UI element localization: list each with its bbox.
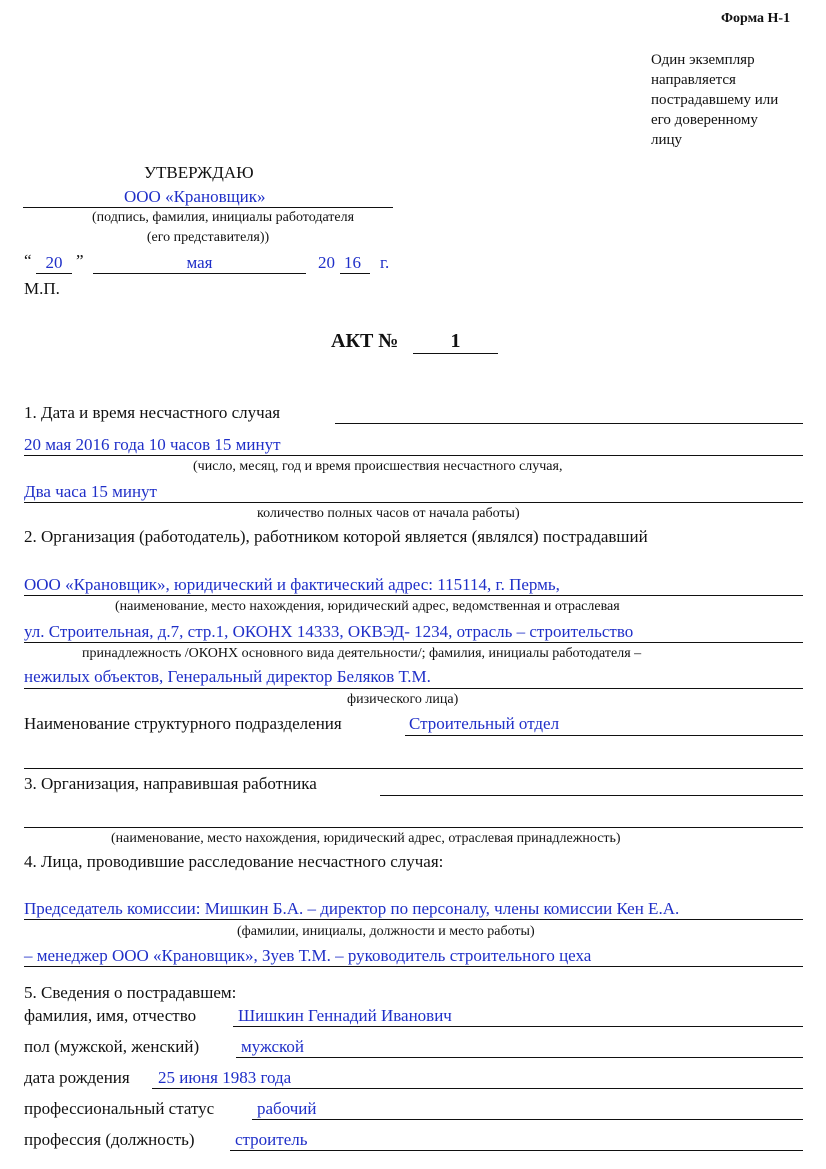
s1-hours: Два часа 15 минут — [24, 482, 157, 501]
approve-day-line — [36, 273, 72, 274]
approve-org: ООО «Крановщик» — [124, 187, 266, 206]
s1-label: 1. Дата и время несчастного случая — [24, 403, 281, 422]
s4-line-2-rule — [24, 966, 803, 967]
s2-line-3-rule — [24, 688, 803, 689]
s5-field-line — [152, 1088, 803, 1089]
s5-field-value: Шишкин Геннадий Иванович — [238, 1006, 452, 1025]
s5-field-line — [230, 1150, 803, 1151]
s4-line-1-rule — [24, 919, 803, 920]
s2-label: 2. Организация (работодатель), работником которой является (являлся) пострадавший — [24, 527, 648, 546]
s1-caption-2: количество полных часов от начала работы) — [257, 506, 520, 521]
approve-caption-1: (подпись, фамилия, инициалы работодателя — [91, 210, 355, 225]
quote-close: ” — [76, 251, 84, 270]
s3-label: 3. Организация, направившая работника — [24, 774, 317, 793]
approve-year-line — [340, 273, 370, 274]
approve-caption-2: (его представителя)) — [146, 230, 270, 245]
s5-field-label: профессия (должность) — [24, 1130, 195, 1149]
s2-dept-line — [405, 735, 803, 736]
s2-line-2-rule — [24, 642, 803, 643]
s2-line-1: ООО «Крановщик», юридический и фактический адрес: 115114, г. Пермь, — [24, 575, 560, 594]
s4-caption: (фамилии, инициалы, должности и место работы) — [237, 924, 535, 939]
s1-datetime-line — [24, 455, 803, 456]
form-label: Форма Н-1 — [721, 11, 791, 26]
s2-caption-1: (наименование, место нахождения, юридический адрес, ведомственная и отраслевая — [115, 599, 620, 614]
s1-label-line — [335, 423, 803, 424]
s2-line-3: нежилых объектов, Генеральный директор Беляков Т.М. — [24, 667, 431, 686]
s3-blank-line — [24, 827, 803, 828]
s3-caption: (наименование, место нахождения, юридический адрес, отраслевая принадлежность) — [111, 831, 621, 846]
copy-note-line: лицу — [651, 132, 683, 148]
s2-line-2: ул. Строительная, д.7, стр.1, ОКОНХ 14333, ОКВЭД- 1234, отрасль – строительство — [24, 622, 634, 641]
s1-datetime: 20 мая 2016 года 10 часов 15 минут — [24, 435, 281, 454]
copy-note-line: направляется — [651, 72, 736, 88]
s2-dept-value: Строительный отдел — [409, 714, 560, 733]
s4-line-2: – менеджер ООО «Крановщик», Зуев Т.М. – руководитель строительного цеха — [24, 946, 592, 965]
s5-field-line — [252, 1119, 803, 1120]
quote-open: “ — [24, 251, 32, 270]
s5-field-line — [233, 1026, 803, 1027]
s5-field-label: профессиональный статус — [24, 1099, 215, 1118]
approve-year-suffix: 16 — [344, 253, 361, 272]
act-number-line — [413, 353, 498, 354]
approve-month-line — [93, 273, 306, 274]
copy-note — [651, 50, 778, 150]
approve-heading: УТВЕРЖДАЮ — [144, 163, 254, 182]
s5-field-value: мужской — [241, 1037, 305, 1056]
copy-note-line: Один экземпляр — [651, 52, 755, 68]
s3-label-line — [380, 795, 803, 796]
approve-day: 20 — [45, 253, 63, 272]
s2-line-1-rule — [24, 595, 803, 596]
s5-field-label: дата рождения — [24, 1068, 130, 1087]
copy-note-line: пострадавшему или — [651, 92, 779, 108]
s1-hours-line — [24, 502, 803, 503]
s5-field-value: рабочий — [257, 1099, 317, 1118]
s5-label: 5. Сведения о пострадавшем: — [24, 983, 237, 1002]
s5-field-value: 25 июня 1983 года — [158, 1068, 292, 1087]
s2-dept-label: Наименование структурного подразделения — [24, 714, 342, 733]
act-number: 1 — [450, 330, 461, 352]
act-title: АКТ № — [331, 330, 399, 352]
approve-year-prefix: 20 — [318, 253, 335, 272]
s5-field-label: фамилия, имя, отчество — [24, 1006, 197, 1025]
s4-label: 4. Лица, проводившие расследование несчастного случая: — [24, 852, 444, 871]
stamp-label: М.П. — [24, 279, 60, 298]
s5-field-label: пол (мужской, женский) — [24, 1037, 200, 1056]
copy-note-line: его доверенному — [651, 112, 758, 128]
s2-caption-2: принадлежность /ОКОНХ основного вида деятельности/; фамилия, инициалы работодателя – — [82, 646, 642, 661]
s2-caption-3: физического лица) — [347, 692, 459, 707]
s5-field-line — [236, 1057, 803, 1058]
s2-blank-line — [24, 768, 803, 769]
s4-line-1: Председатель комиссии: Мишкин Б.А. – директор по персоналу, члены комиссии Кен Е.А. — [24, 899, 680, 918]
s1-caption-1: (число, месяц, год и время происшествия несчастного случая, — [193, 459, 563, 474]
approve-year-unit: г. — [380, 253, 390, 272]
approve-signature-line — [23, 207, 393, 208]
approve-month: мая — [186, 253, 213, 272]
s5-field-value: строитель — [235, 1130, 308, 1149]
